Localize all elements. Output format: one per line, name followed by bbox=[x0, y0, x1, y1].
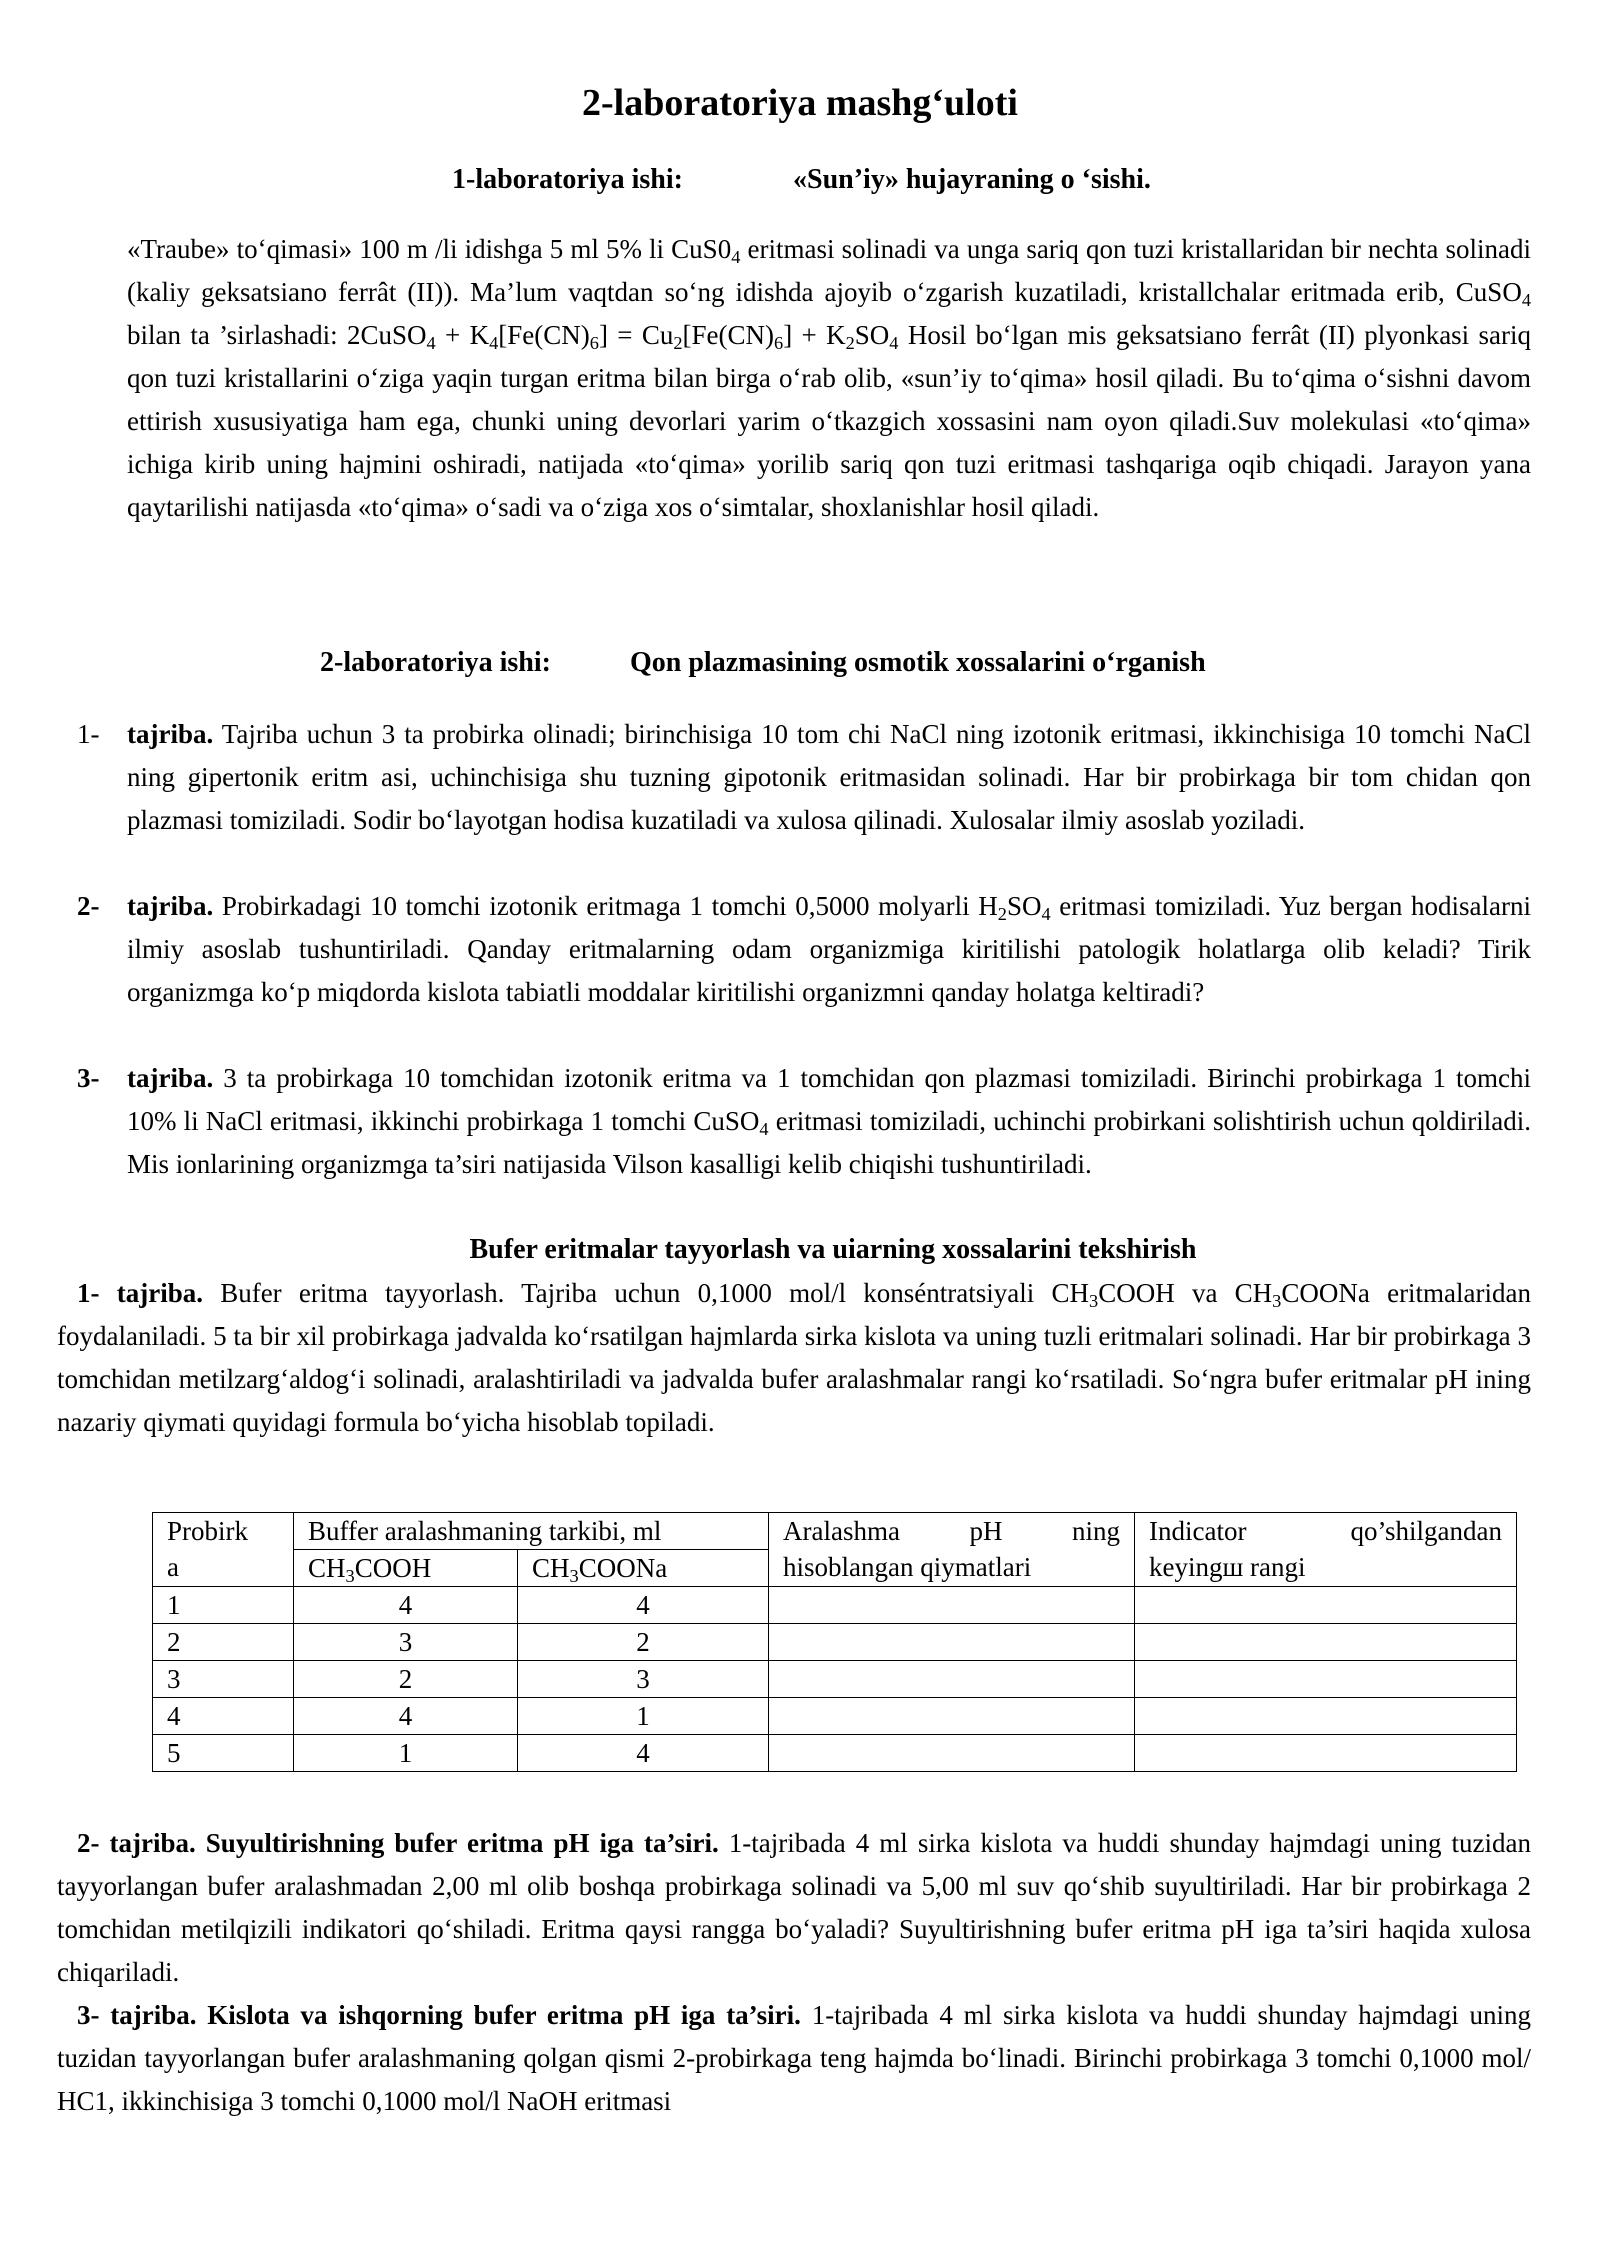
cell-probirka: 1 bbox=[153, 1587, 294, 1624]
cell-ph bbox=[769, 1661, 1135, 1698]
cell-ph bbox=[769, 1698, 1135, 1735]
cell-color bbox=[1135, 1587, 1517, 1624]
cell-probirka: 5 bbox=[153, 1735, 294, 1772]
buffer-experiment2: 2- tajriba. Suyultirishning bufer eritma pH iga ta’siri. 1-tajribada 4 ml sirka kislota va huddi shunday hajmdagi uning tuzidan tayyorlangan bufer aralashmadan 2,00 ml olib boshqa probirkaga solinadi va 5,00 ml suv qoʻshib suyultiriladi. Har bir probirkaga 2 tomchidan metilqizili indikatori qoʻshiladi. Eritma qaysi rangga boʻyaladi? Suyultirishning bufer eritma pH iga ta’siri haqida xulosa chiqariladi. bbox=[57, 1828, 1531, 1987]
header-indicator: Indicator qo’shilgandan keyingш rangi bbox=[1135, 1513, 1517, 1587]
buffer-experiment1: 1- tajriba. Bufer eritma tayyorlash. Tajriba uchun 0,1000 mol/l konséntratsiyali $CH_3COOH$ va $CH_3COONa$ eritmalaridan foydalaniladi. 5 ta bir xil probirkaga jadvalda koʻrsatilgan hajmlarda sirka kislota va uning tuzli eritmalari solinadi. Har bir probirkaga 3 tomchidan metilzargʻaldogʻi solinadi, aralashtiriladi va jadvalda bufer aralashmalar rangi koʻrsatiladi. Soʻngra bufer eritmalar pH ining nazariy qiymati quyidagi formula boʻyicha hisoblab topiladi. bbox=[57, 1278, 1532, 1437]
header-probirka: Probirk a bbox=[153, 1513, 294, 1587]
table-row bbox=[153, 1587, 1517, 1624]
cell-ch3coona: 4 bbox=[518, 1587, 769, 1624]
lab1-paragraph: «Traube» toʻqimasi» 100 m /li idishga 5 ml 5% li $CuS0_4$ eritmasi solinadi va unga sariq qon tuzi kristallaridan bir nechta solinadi (kaliy geksatsiano ferrât (II)). Ma’lum vaqtdan soʻng idishda ajoyib oʻzgarish kuzatiladi, kristallchalar eritmada erib, CuSO$_4$ bilan ta ’sirlashadi: 2CuSO$_4$ + $K_4[Fe(CN)_6] = Cu_2[Fe(CN)_6] + K_2SO_4$ Hosil boʻlgan mis geksatsiano ferrât (II) plyonkasi sariq qon tuzi kristallarini oʻziga yaqin turgan eritma bilan birga oʻrab olib, «sun’iy toʻqima» hosil qiladi. Bu toʻqima oʻsishni davom ettirish xususiyatiga ham ega, chunki uning devorlari yarim oʻtkazgich xossasini nam oyon qiladi.Suv molekulasi «toʻqima» ichiga kirib uning hajmini oshiradi, natijada «toʻqima» yorilib sariq qon tuzi eritmasi tashqariga oqib chiqadi. Jarayon yana qaytarilishi natijasda «toʻqima» oʻsadi va oʻziga xos oʻsimtalar, shoxlanishlar hosil qiladi. bbox=[127, 234, 1532, 522]
lab1-topic: «Sun’iy» hujayraning o ‘sishi. bbox=[793, 164, 1151, 195]
lab2-item3: tajriba. 3 ta probirkaga 10 tomchidan izotonik eritma va 1 tomchidan qon plazmasi tomiziladi. Birinchi probirkaga 1 tomchi 10% li NaCl eritmasi, ikkinchi probirkaga 1 tomchi CuSO$_4$ eritmasi tomiziladi, uchinchi probirkani solishtirish uchun qoldiriladi. Mis ionlarining organizmga ta’siri natijasida Vilson kasalligi kelib chiqishi tushuntiriladi. bbox=[127, 1063, 1531, 1179]
cell-ch3coona: 1 bbox=[518, 1698, 769, 1735]
cell-ch3cooh: 4 bbox=[294, 1587, 518, 1624]
cell-probirka: 3 bbox=[153, 1661, 294, 1698]
page-title: 2-laboratoriya mashgʻuloti bbox=[582, 82, 1018, 124]
cell-ch3cooh: 4 bbox=[294, 1698, 518, 1735]
cell-color bbox=[1135, 1698, 1517, 1735]
table-row bbox=[153, 1624, 1517, 1661]
table-row bbox=[153, 1698, 1517, 1735]
cell-color bbox=[1135, 1735, 1517, 1772]
lab2-item2: tajriba. Probirkadagi 10 tomchi izotonik eritmaga 1 tomchi 0,5000 molyarli $H_2SO_4$ eritmasi tomiziladi. Yuz bergan hodisalarni ilmiy asoslab tushuntiriladi. Qanday eritmalarning odam organizmiga kiritilishi patologik holatlarga olib keladi? Tirik organizmga koʻp miqdorda kislota tabiatli moddalar kiritilishi organizmni qanday holatga keltiradi? bbox=[127, 891, 1531, 1007]
table-row bbox=[153, 1661, 1517, 1698]
cell-ch3coona: 4 bbox=[518, 1735, 769, 1772]
lab2-item1-number: 1- bbox=[77, 719, 100, 749]
cell-ph bbox=[769, 1735, 1135, 1772]
cell-color bbox=[1135, 1661, 1517, 1698]
cell-probirka: 2 bbox=[153, 1624, 294, 1661]
cell-ch3cooh: 1 bbox=[294, 1735, 518, 1772]
cell-ch3coona: 2 bbox=[518, 1624, 769, 1661]
header-composition: Buffer aralashmaning tarkibi, ml bbox=[294, 1513, 769, 1550]
lab2-topic: Qon plazmasining osmotik xossalarini oʻrganish bbox=[630, 647, 1206, 678]
buffer-table bbox=[152, 1512, 1517, 1772]
header-ch3coona: $CH_3COONa$ bbox=[518, 1550, 769, 1587]
cell-color bbox=[1135, 1624, 1517, 1661]
cell-ph bbox=[769, 1624, 1135, 1661]
table-header-row bbox=[153, 1513, 1517, 1550]
cell-ch3coona: 3 bbox=[518, 1661, 769, 1698]
lab2-item3-number: 3- bbox=[77, 1063, 100, 1093]
lab2-label: 2-laboratoriya ishi: bbox=[320, 647, 551, 678]
table-row bbox=[153, 1735, 1517, 1772]
header-ph: Aralashma pH ning hisoblangan qiymatlari bbox=[769, 1513, 1135, 1587]
buffer-experiment3: 3- tajriba. Kislota va ishqorning bufer eritma pH iga ta’siri. 1-tajribada 4 ml sirka kislota va huddi shunday hajmdagi uning tuzidan tayyorlangan bufer aralashmaning qolgan qismi 2-probirkaga teng hajmda boʻlinadi. Birinchi probirkaga 3 tomchi 0,1000 mol/ HC1, ikkinchisiga 3 tomchi 0,1000 mol/l NaOH eritmasi bbox=[57, 2000, 1531, 2116]
cell-ch3cooh: 2 bbox=[294, 1661, 518, 1698]
header-ch3cooh: $CH_3COOH$ bbox=[294, 1550, 518, 1587]
lab1-label: 1-laboratoriya ishi: bbox=[452, 164, 683, 195]
cell-probirka: 4 bbox=[153, 1698, 294, 1735]
buffer-heading: Bufer eritmalar tayyorlash va uiarning xossalarini tekshirish bbox=[469, 1234, 1197, 1265]
lab2-item2-number: 2- bbox=[77, 891, 100, 921]
lab2-item1: tajriba. Tajriba uchun 3 ta probirka olinadi; birinchisiga 10 tom chi NaCl ning izotonik eritmasi, ikkinchisiga 10 tomchi NaCl ning gipertonik eritm asi, uchinchisiga shu tuzning gipotonik eritmasidan solinadi. Har bir probirkaga bir tom chidan qon plazmasi tomiziladi. Sodir boʻlayotgan hodisa kuzatiladi va xulosa qilinadi. Xulosalar ilmiy asoslab yoziladi. bbox=[127, 719, 1531, 835]
cell-ph bbox=[769, 1587, 1135, 1624]
cell-ch3cooh: 3 bbox=[294, 1624, 518, 1661]
